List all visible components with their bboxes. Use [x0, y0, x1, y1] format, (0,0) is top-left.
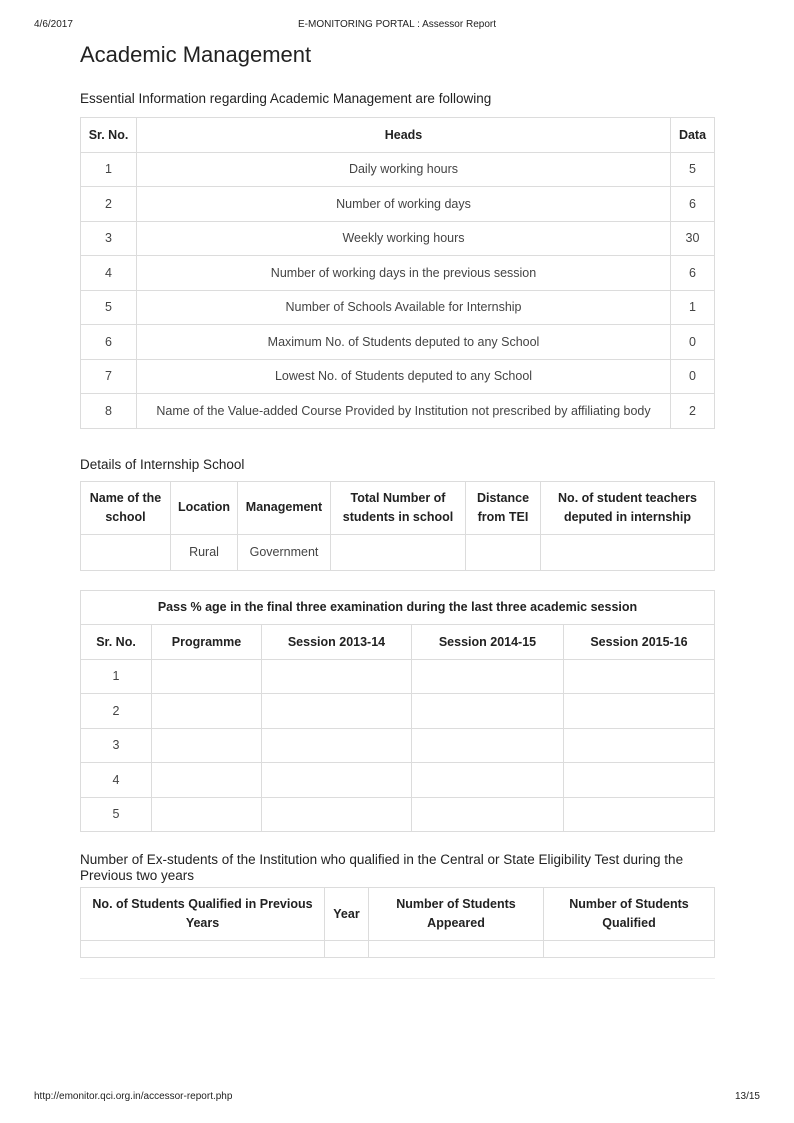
- table-row: [81, 256, 715, 291]
- eligibility-table: [80, 887, 715, 958]
- table-row: [81, 290, 715, 325]
- table-cell: [544, 941, 715, 958]
- internship-title: Details of Internship School: [80, 456, 245, 472]
- table-cell: Number of working days: [137, 187, 671, 222]
- section-divider: [80, 978, 715, 979]
- table-row: [81, 152, 715, 187]
- table-row: [81, 187, 715, 222]
- table-cell: 1: [81, 659, 152, 694]
- internship-table: [80, 481, 715, 571]
- table-cell: 8: [81, 394, 137, 429]
- table-header-row: [81, 625, 715, 660]
- table-cell: [262, 694, 412, 729]
- table-cell: [152, 659, 262, 694]
- table-cell: [412, 797, 564, 832]
- pass-table-caption: Pass % age in the final three examination during the last three academic session: [81, 590, 715, 625]
- table-cell: 4: [81, 256, 137, 291]
- table-cell: [152, 694, 262, 729]
- table-cell: [466, 534, 541, 570]
- table-row: [81, 694, 715, 729]
- col-header: Name of the school: [81, 481, 171, 534]
- table-cell: 3: [81, 728, 152, 763]
- table-cell: 6: [671, 187, 715, 222]
- col-header: Year: [325, 888, 369, 941]
- col-header: Number of Students Appeared: [369, 888, 544, 941]
- col-header: Management: [238, 481, 331, 534]
- col-header: Session 2015-16: [564, 625, 715, 660]
- table-cell: [262, 728, 412, 763]
- pass-percentage-table: [80, 590, 715, 833]
- table-cell: 5: [81, 797, 152, 832]
- table-cell: 5: [81, 290, 137, 325]
- table-cell: Government: [238, 534, 331, 570]
- table-cell: [369, 941, 544, 958]
- table-cell: [81, 534, 171, 570]
- col-header: Data: [671, 118, 715, 153]
- table-cell: 0: [671, 359, 715, 394]
- table-header-row: [81, 118, 715, 153]
- table-cell: Daily working hours: [137, 152, 671, 187]
- table-cell: 6: [671, 256, 715, 291]
- col-header: Distance from TEI: [466, 481, 541, 534]
- table-row: [81, 359, 715, 394]
- col-header: Location: [171, 481, 238, 534]
- table-row: [81, 534, 715, 570]
- table-cell: [564, 797, 715, 832]
- table-cell: 1: [81, 152, 137, 187]
- table-cell: 4: [81, 763, 152, 798]
- table-row: [81, 325, 715, 360]
- table-cell: [412, 728, 564, 763]
- table-row: [81, 394, 715, 429]
- col-header: No. of student teachers deputed in internship: [541, 481, 715, 534]
- essential-info-title: Essential Information regarding Academic Management are following: [80, 91, 492, 106]
- col-header: Session 2013-14: [262, 625, 412, 660]
- col-header: Programme: [152, 625, 262, 660]
- table-cell: Maximum No. of Students deputed to any School: [137, 325, 671, 360]
- col-header: Total Number of students in school: [331, 481, 466, 534]
- table-cell: Number of Schools Available for Internship: [137, 290, 671, 325]
- table-cell: Weekly working hours: [137, 221, 671, 256]
- table-cell: 5: [671, 152, 715, 187]
- table-header-row: [81, 481, 715, 534]
- table-cell: [412, 659, 564, 694]
- table-cell: [152, 797, 262, 832]
- table-row: [81, 659, 715, 694]
- col-header: Sr. No.: [81, 625, 152, 660]
- table-cell: [564, 728, 715, 763]
- col-header: No. of Students Qualified in Previous Years: [81, 888, 325, 941]
- print-title: E-MONITORING PORTAL : Assessor Report: [297, 19, 496, 30]
- table-cell: 7: [81, 359, 137, 394]
- table-cell: [564, 763, 715, 798]
- table-header-row: [81, 888, 715, 941]
- table-cell: [564, 659, 715, 694]
- report-content: [80, 40, 715, 979]
- col-header: Heads: [137, 118, 671, 153]
- table-cell: [81, 941, 325, 958]
- eligibility-title: Number of Ex-students of the Institution who qualified in the Central or State Eligibility Test during the Previous two years: [80, 852, 684, 883]
- table-cell: [412, 694, 564, 729]
- table-cell: Number of working days in the previous session: [137, 256, 671, 291]
- table-cell: [152, 728, 262, 763]
- table-cell: [262, 763, 412, 798]
- table-row: [81, 221, 715, 256]
- table-cell: 0: [671, 325, 715, 360]
- table-cell: [331, 534, 466, 570]
- table-cell: 30: [671, 221, 715, 256]
- table-cell: [262, 659, 412, 694]
- table-row: [81, 941, 715, 958]
- col-header: Sr. No.: [81, 118, 137, 153]
- table-cell: 6: [81, 325, 137, 360]
- table-cell: 2: [81, 694, 152, 729]
- table-row: [81, 797, 715, 832]
- table-caption-row: [81, 590, 715, 625]
- print-date: 4/6/2017: [34, 19, 73, 30]
- table-row: [81, 763, 715, 798]
- table-cell: [152, 763, 262, 798]
- table-cell: 2: [671, 394, 715, 429]
- table-cell: [564, 694, 715, 729]
- page-number: 13/15: [734, 1091, 760, 1102]
- table-cell: [262, 797, 412, 832]
- table-cell: Rural: [171, 534, 238, 570]
- table-cell: [412, 763, 564, 798]
- table-cell: [325, 941, 369, 958]
- table-cell: Name of the Value-added Course Provided by Institution not prescribed by affiliating body: [137, 394, 671, 429]
- table-cell: Lowest No. of Students deputed to any School: [137, 359, 671, 394]
- col-header: Session 2014-15: [412, 625, 564, 660]
- essential-info-table: [80, 117, 715, 429]
- col-header: Number of Students Qualified: [544, 888, 715, 941]
- page-title: Academic Management: [80, 42, 312, 67]
- table-cell: 1: [671, 290, 715, 325]
- table-cell: 3: [81, 221, 137, 256]
- table-cell: [541, 534, 715, 570]
- table-cell: 2: [81, 187, 137, 222]
- print-url: http://emonitor.qci.org.in/accessor-report.php: [34, 1091, 233, 1102]
- table-row: [81, 728, 715, 763]
